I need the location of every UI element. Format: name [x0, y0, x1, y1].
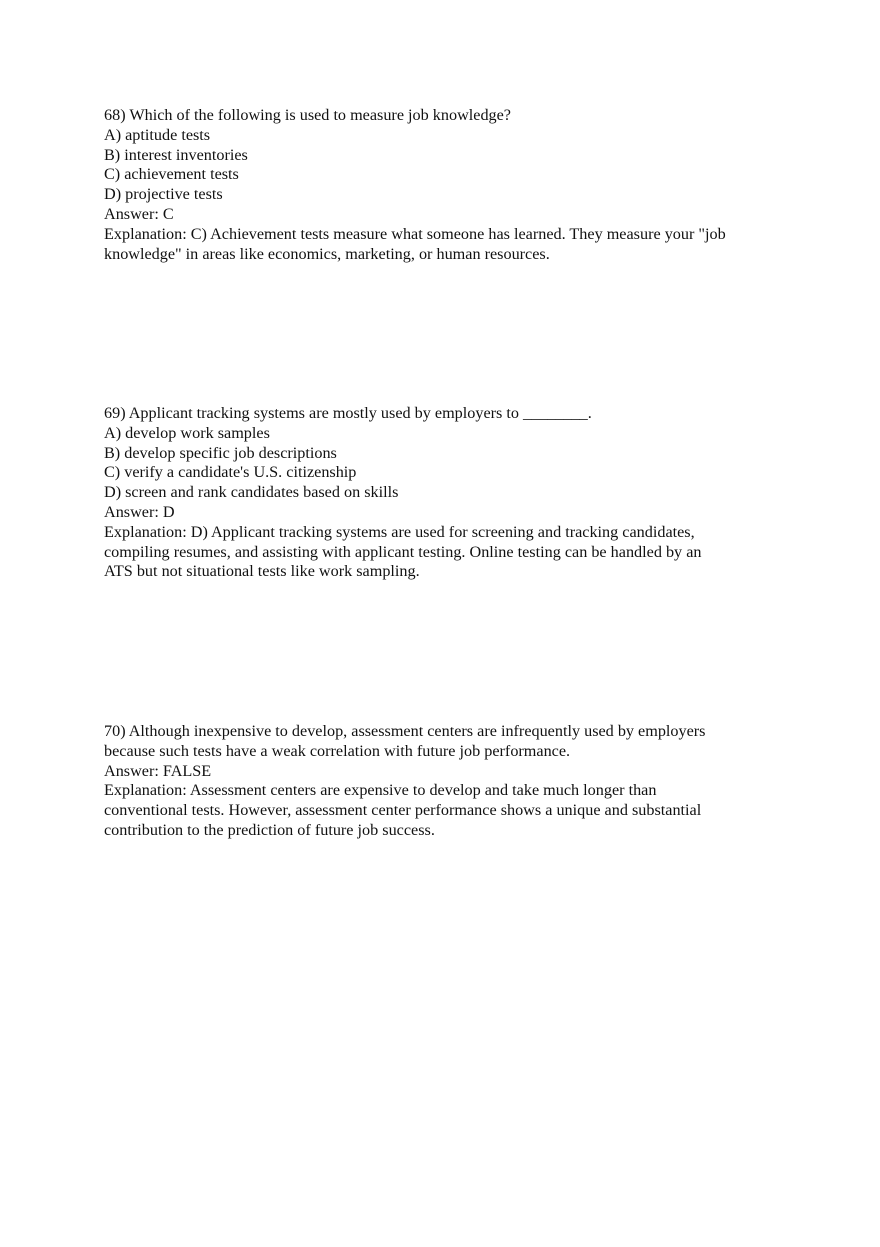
- question-text: 68) Which of the following is used to measure job knowledge?: [104, 106, 511, 124]
- answer: Answer: D: [104, 502, 175, 521]
- option-d: D) projective tests: [104, 185, 223, 204]
- explanation-line-3: contribution to the prediction of future job success.: [104, 820, 435, 839]
- question-block-70: [104, 722, 780, 841]
- option-d: D) screen and rank candidates based on skills: [104, 483, 399, 502]
- question-block-69: [104, 404, 780, 582]
- option-a: A) develop work samples: [104, 423, 270, 442]
- answer: Answer: C: [104, 204, 174, 223]
- answer: Answer: FALSE: [104, 761, 212, 780]
- option-b: B) interest inventories: [104, 145, 248, 164]
- explanation-line-2: knowledge" in areas like economics, marketing, or human resources.: [104, 244, 550, 263]
- explanation-line-3: ATS but not situational tests like work sampling.: [104, 562, 420, 581]
- question-text-line-1: 70) Although inexpensive to develop, assessment centers are infrequently used by employers: [104, 722, 706, 740]
- explanation-line-1: Explanation: Assessment centers are expensive to develop and take much longer than: [104, 781, 657, 800]
- option-b: B) develop specific job descriptions: [104, 443, 337, 462]
- explanation-line-1: Explanation: D) Applicant tracking systems are used for screening and tracking candidates,: [104, 522, 695, 541]
- option-c: C) achievement tests: [104, 165, 239, 184]
- explanation-line-2: compiling resumes, and assisting with applicant testing. Online testing can be handled by an: [104, 542, 702, 561]
- explanation-line-2: conventional tests. However, assessment center performance shows a unique and substantial: [104, 801, 702, 820]
- question-block-68: [104, 106, 780, 264]
- option-a: A) aptitude tests: [104, 125, 211, 144]
- option-c: C) verify a candidate's U.S. citizenship: [104, 463, 357, 482]
- explanation-line-1: Explanation: C) Achievement tests measure what someone has learned. They measure your "job: [104, 224, 726, 243]
- question-text: 69) Applicant tracking systems are mostly used by employers to ________.: [104, 404, 592, 422]
- question-text-line-2: because such tests have a weak correlation with future job performance.: [104, 741, 571, 760]
